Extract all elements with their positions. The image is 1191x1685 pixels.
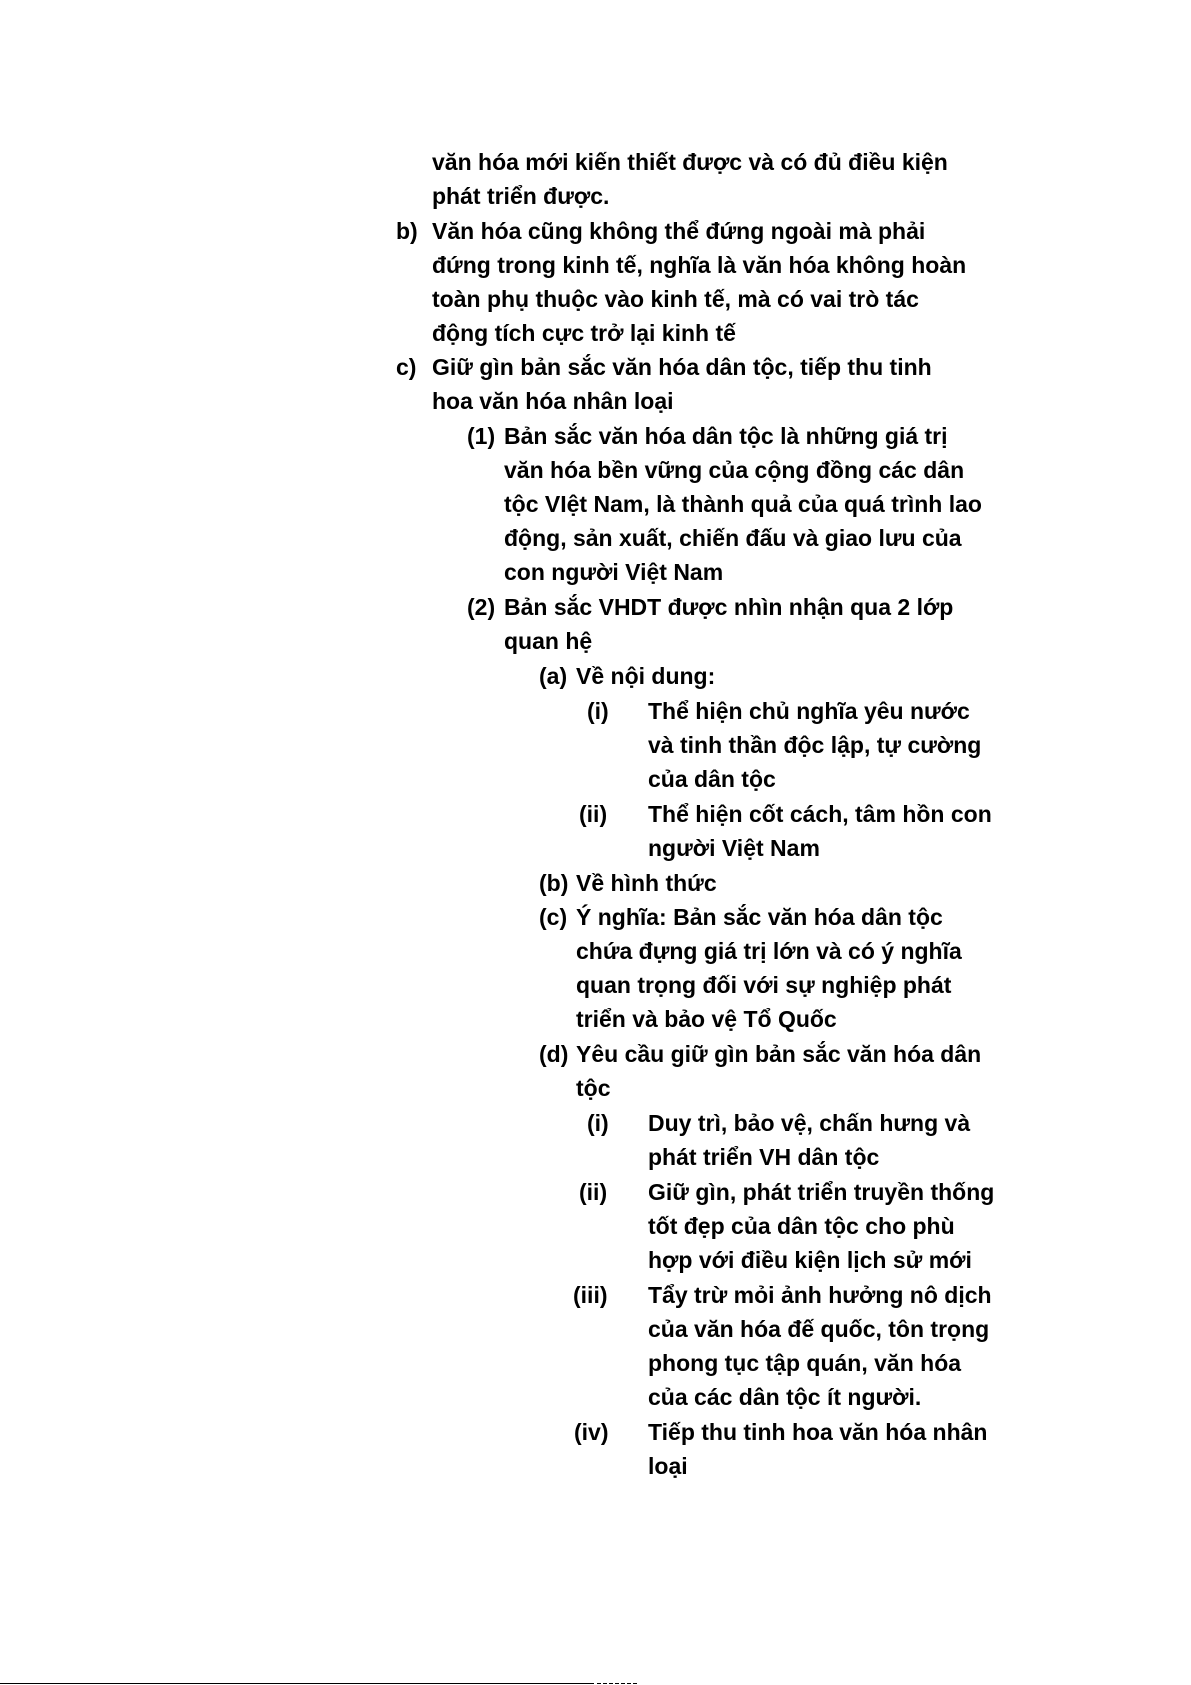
- text-line: Yêu cầu giữ gìn bản sắc văn hóa dân: [576, 1041, 982, 1067]
- list-marker: (i): [587, 698, 609, 724]
- list-marker: (2): [467, 594, 496, 620]
- list-marker: b): [396, 218, 418, 244]
- text-line: toàn phụ thuộc vào kinh tế, mà có vai trò tác: [432, 286, 919, 312]
- text-line: động tích cực trở lại kinh tế: [432, 320, 736, 346]
- text-line: người Việt Nam: [648, 835, 820, 861]
- text-line: của văn hóa đế quốc, tôn trọng: [648, 1316, 990, 1342]
- text-line: quan trọng đối với sự nghiệp phát: [576, 972, 952, 998]
- text-line: văn hóa mới kiến thiết được và có đủ điều kiện: [432, 149, 948, 175]
- text-line: Ý nghĩa: Bản sắc văn hóa dân tộc: [576, 904, 943, 930]
- text-line: Thể hiện cốt cách, tâm hồn con: [648, 801, 992, 827]
- list-marker: (b): [539, 870, 569, 896]
- text-line: phong tục tập quán, văn hóa: [648, 1350, 962, 1376]
- page-bottom-rule: [0, 1683, 594, 1684]
- text-line: tộc VIệt Nam, là thành quả của quá trình lao: [504, 491, 982, 517]
- text-line: đứng trong kinh tế, nghĩa là văn hóa không hoàn: [432, 252, 967, 278]
- list-marker: (ii): [579, 1179, 608, 1205]
- text-line: phát triển được.: [432, 183, 610, 209]
- text-line: Duy trì, bảo vệ, chấn hưng và: [648, 1110, 971, 1136]
- text-line: Tẩy trừ mỏi ảnh hưởng nô dịch: [648, 1282, 992, 1308]
- text-line: Về hình thức: [576, 870, 717, 896]
- text-line: Về nội dung:: [576, 663, 716, 689]
- text-line: tộc: [576, 1075, 611, 1101]
- text-line: chứa đựng giá trị lớn và có ý nghĩa: [576, 938, 962, 964]
- list-marker: c): [396, 354, 417, 380]
- text-line: con người Việt Nam: [504, 559, 724, 585]
- text-line: văn hóa bền vững của cộng đồng các dân: [504, 457, 965, 483]
- text-line: tốt đẹp của dân tộc cho phù: [648, 1213, 955, 1239]
- text-line: Giữ gìn, phát triển truyền thống: [648, 1179, 995, 1205]
- text-line: Văn hóa cũng không thể đứng ngoài mà phải: [432, 218, 926, 244]
- page-bottom-dash: [597, 1683, 637, 1684]
- list-marker: (i): [587, 1110, 609, 1136]
- text-line: động, sản xuất, chiến đấu và giao lưu của: [504, 525, 962, 551]
- text-line: Giữ gìn bản sắc văn hóa dân tộc, tiếp thu tinh: [432, 354, 932, 380]
- text-line: phát triển VH dân tộc: [648, 1144, 880, 1170]
- text-line: Tiếp thu tinh hoa văn hóa nhân: [648, 1419, 988, 1445]
- list-marker: (1): [467, 423, 496, 449]
- text-line: quan hệ: [504, 628, 593, 654]
- text-line: của các dân tộc ít người.: [648, 1384, 922, 1410]
- text-line: và tinh thần độc lập, tự cường: [648, 732, 982, 758]
- list-marker: (iii): [573, 1282, 608, 1308]
- text-line: hợp với điều kiện lịch sử mới: [648, 1247, 972, 1273]
- text-line: của dân tộc: [648, 766, 776, 792]
- text-line: triển và bảo vệ Tổ Quốc: [576, 1006, 837, 1032]
- list-marker: (iv): [574, 1419, 609, 1445]
- list-marker: (c): [539, 904, 568, 930]
- text-line: Bản sắc VHDT được nhìn nhận qua 2 lớp: [504, 594, 954, 620]
- list-marker: (ii): [579, 801, 608, 827]
- list-marker: (d): [539, 1041, 569, 1067]
- text-line: Bản sắc văn hóa dân tộc là những giá trị: [504, 423, 948, 449]
- text-line: loại: [648, 1453, 688, 1479]
- text-line: hoa văn hóa nhân loại: [432, 388, 674, 414]
- list-marker: (a): [539, 663, 568, 689]
- text-line: Thể hiện chủ nghĩa yêu nước: [648, 698, 970, 724]
